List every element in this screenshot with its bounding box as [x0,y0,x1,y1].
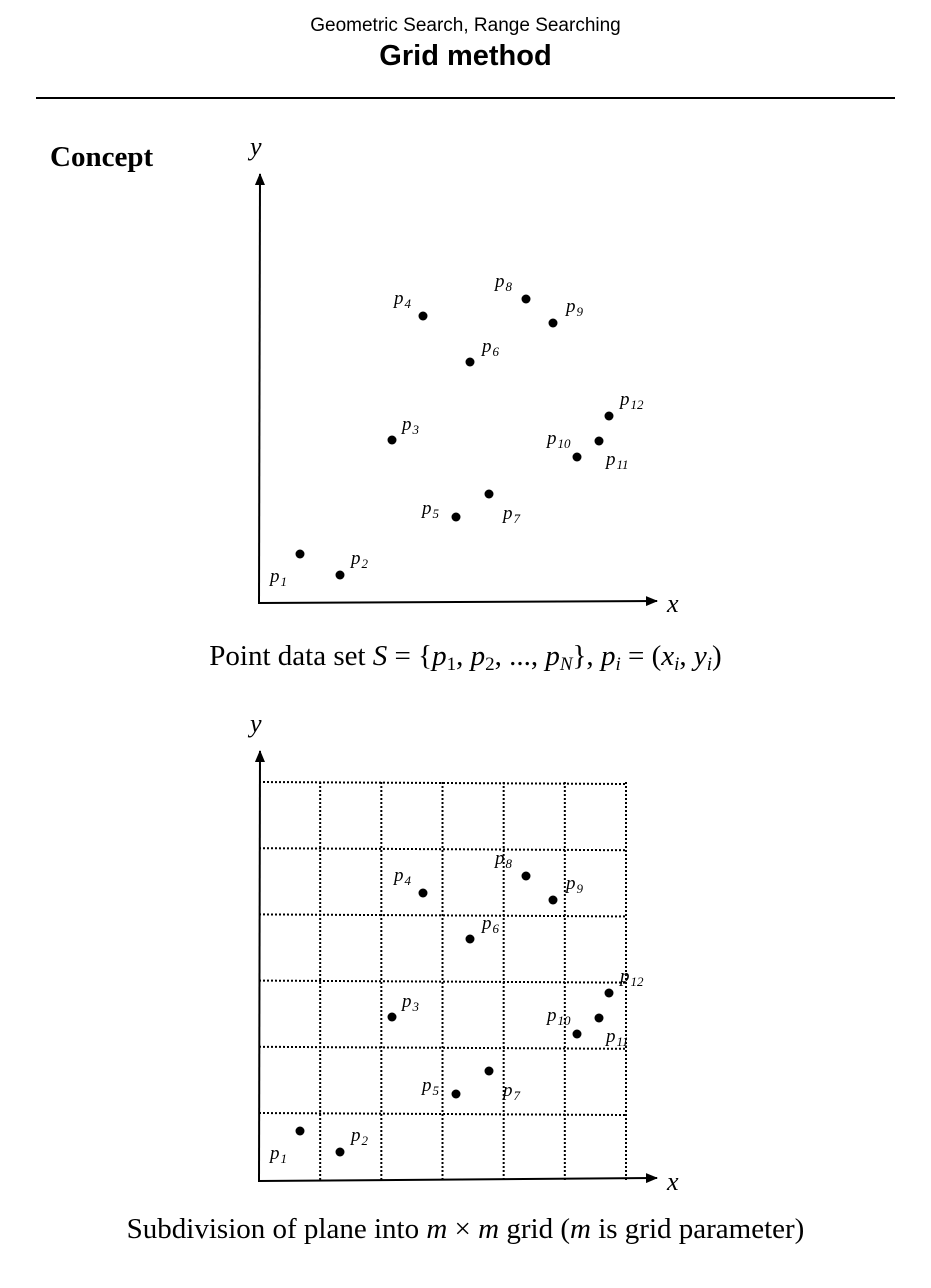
point-p8 [522,872,531,881]
point-p9 [549,896,558,905]
point-label-p5: $p_5$ [422,498,439,521]
caption-point-set: Point data set $S = \{p_1$, $p_2$, ..., $p_N$}, $p_i = (x_i$, $y_i$) [209,640,722,675]
point-p4 [419,889,428,898]
point-p1 [296,1127,305,1136]
page-title: Grid method [379,40,552,72]
point-p5 [452,1090,461,1099]
point-label-p6: $p_6$ [482,336,499,359]
point-p6 [466,358,475,367]
point-p7 [485,1067,494,1076]
grid-lines [259,782,626,1180]
x-axis-label: x [667,1167,679,1196]
point-label-p7: $p_7$ [503,503,520,526]
point-label-p5: $p_5$ [422,1075,439,1098]
point-label-p7: $p_7$ [503,1080,520,1103]
point-p3 [388,436,397,445]
y-axis-label: y [250,709,262,738]
point-label-p9: $p_9$ [566,296,583,319]
point-label-p12: $p_{12}$ [620,389,644,412]
point-p7 [485,490,494,499]
point-p10 [573,453,582,462]
point-label-p6: $p_6$ [482,913,499,936]
point-p12 [605,412,614,421]
page-subtitle: Geometric Search, Range Searching [310,15,621,36]
point-p11 [595,437,604,446]
y-axis-label: y [250,132,262,161]
point-label-p10: $p_{10}$ [547,1005,571,1028]
point-label-p2: $p_2$ [351,1125,368,1148]
point-label-p12: $p_{12}$ [620,966,644,989]
point-p2 [336,571,345,580]
point-p8 [522,295,531,304]
point-p11 [595,1014,604,1023]
x-axis-label: x [667,589,679,618]
caption-grid: Subdivision of plane into m × m grid (m is grid parameter) [126,1213,805,1245]
y-axis [259,751,260,1182]
point-label-p1: $p_1$ [270,1143,287,1166]
point-label-p4: $p_4$ [394,288,411,311]
point-p10 [573,1030,582,1039]
point-label-p3: $p_3$ [402,991,419,1014]
point-p6 [466,935,475,944]
point-p9 [549,319,558,328]
point-set-diagram [0,130,931,620]
point-label-p8: $p_8$ [495,271,512,294]
point-label-p3: $p_3$ [402,414,419,437]
point-p5 [452,513,461,522]
point-p2 [336,1148,345,1157]
point-p1 [296,550,305,559]
point-label-p8: $p_8$ [495,848,512,871]
point-p3 [388,1013,397,1022]
grid-line-horizontal [259,848,626,850]
grid-diagram [0,705,931,1200]
x-axis [258,601,657,603]
point-label-p2: $p_2$ [351,548,368,571]
point-label-p4: $p_4$ [394,865,411,888]
y-axis [259,174,260,604]
points [268,271,644,589]
point-p12 [605,989,614,998]
point-label-p11: $p_{11}$ [606,1026,629,1049]
point-label-p9: $p_9$ [566,873,583,896]
point-label-p1: $p_1$ [270,566,287,589]
points [268,848,644,1166]
point-p4 [419,312,428,321]
section-label-concept: Concept [50,141,154,173]
point-label-p10: $p_{10}$ [547,428,571,451]
header-divider [36,97,895,99]
point-label-p11: $p_{11}$ [606,449,629,472]
x-axis [258,1178,657,1181]
